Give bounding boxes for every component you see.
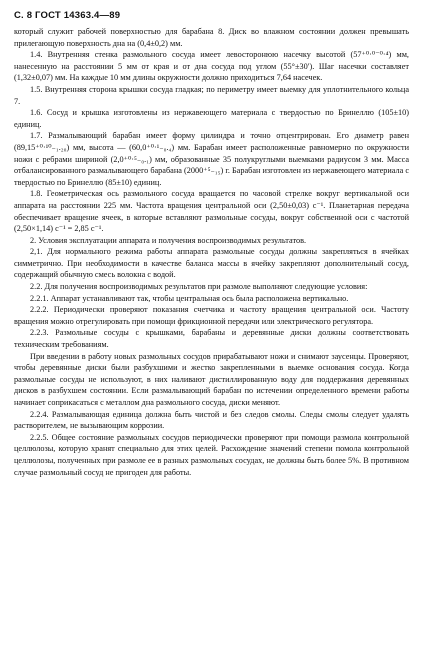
paragraph: 2.2.3. Размольные сосуды с крышками, барабаны и деревянные диски должны соответствовать техническим требованиям. (14, 328, 409, 350)
paragraph: который служит рабочей поверхностью для барабана 8. Диск во влажном состоянии должен превышать прилегающую поверхность дна на (0,4±0,2) мм. (14, 27, 409, 48)
paragraph: 1.7. Размалывающий барабан имеет форму цилиндра и точно отцентрирован. Его диаметр равен (89,15⁺⁰·¹⁰₋₁.₂₀) мм, высота — (60,0⁺⁰·¹₋₀.₄) мм. Барабан имеет расположенные равномерно по окружности ножи с ребрами шириной (2,0⁺⁰·⁵₋₀.₁) мм, образованные 35 полукруглыми выемками радиусом 3 мм. Масса отбалансированного размалывающего барабана (2000⁺⁵₋₁₅) г. Барабан изготовлен из нержавеющего материала с твердостью по Бринеллю (85±10) единиц. (14, 131, 410, 187)
paragraph: 2.2. Для получения воспроизводимых результатов при размоле выполняют следующие условия: (30, 282, 368, 292)
paragraph: 2.2.1. Аппарат устанавливают так, чтобы центральная ось была расположена вертикально. (30, 293, 349, 303)
paragraph: 1.6. Сосуд и крышка изготовлены из нержавеющего материала с твердостью по Бринеллю (105±10) единиц. (14, 108, 409, 129)
paragraph: 1.5. Внутренняя сторона крышки сосуда гладкая; по периметру имеет выемку для уплотнительного кольца 7. (14, 84, 409, 106)
paragraph: 2,1. Для нормального режима работы аппарата размольные сосуды должны закрепляться в ячейках симметрично. При необходимости в качестве баланса массы в ячейку закрепляют дополнительный сосуд, содержащий обычную смесь волокна с водой. (14, 247, 409, 280)
paragraph: При введении в работу новых размольных сосудов прирабатывают ножи и снимают заусенцы. Проверяют, чтобы деревянные диски были разбухшими и жестко закрепленными в выемке основания сосуда. Когда размольные сосуды не используют, в них наливают дистиллированную воду для поддержания деревянных дисков в разбухшем состоянии. Если размалывающий барабан по истечении определенного времени работы начинает соприкасаться с металлом дна размольного сосуда, диски меняют. (14, 351, 409, 407)
paragraph: 2. Условия эксплуатации аппарата и получения воспроизводимых результатов. (30, 235, 307, 245)
paragraph: 2.2.2. Периодически проверяют показания счетчика и частоту вращения центральной оси. Частоту вращения можно отрегулировать при помощи фрикционной передачи или электрического регулятора. (14, 305, 409, 326)
page-header: С. 8 ГОСТ 14363.4—89 (14, 10, 121, 21)
paragraph: 1.8. Геометрическая ось размольного сосуда вращается по часовой стрелке вокруг вертикальной оси аппарата на расстоянии 225 мм. Частота вращения центральной оси (2,50±0,03) с⁻¹. Планетарная передача обеспечивает вращение ячеек, в которые вставляют размольные сосуды, вокруг собственной оси с частотой (2,50×1,14) с⁻¹ = 2,85 с⁻¹. (14, 189, 409, 234)
paragraph: 2.2.4. Размалывающая единица должна быть чистой и без следов смолы. Следы смолы следует удалять растворителем, не вызывающим коррозии. (14, 409, 409, 431)
paragraph: 2.2.5. Общее состояние размольных сосудов периодически проверяют при помощи размола контрольной целлюлозы, которую хранят специально для этих целей. Расхождение значений степени помола контрольной целлюлозы, полученных при размоле ее в разных размольных сосудах, не должны быть более 5%. В противном случае размольный сосуд не пригоден для работы. (14, 432, 409, 477)
paragraph: 1.4. Внутренняя стенка размольного сосуда имеет левосторонюю насечку высотой (57⁺⁰·⁰⁻⁰·⁴) мм, нанесенную на расстоянии 5 мм от края и от дна сосуда под углом (55°±30′). Шаг насечки составляет (1,32±0,07) мм. На каждые 10 мм длины окружности должно приходиться 7,64 насечек. (14, 50, 409, 83)
document-body (14, 26, 409, 478)
